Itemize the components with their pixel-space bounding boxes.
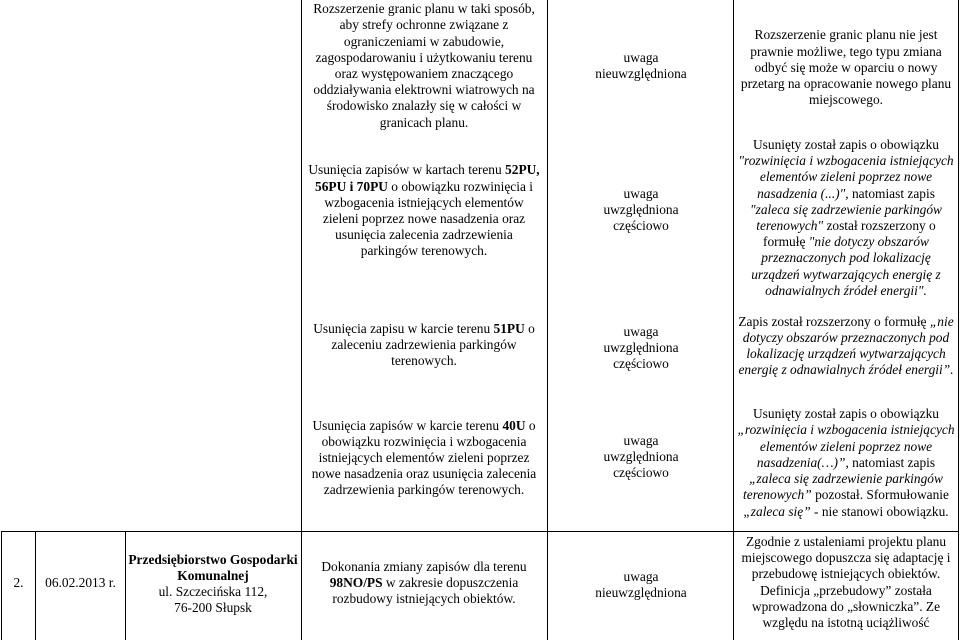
row-divider bbox=[1, 531, 959, 532]
row2-description: Usunięcia zapisów w kartach terenu 52PU, 56PU i 70PU o obowiązku rozwinięcia i wzbogacenia istniejących elementów zieleni poprzez nowe nasadzenia oraz usunięcia zalecenia zadrzewienia parkingów terenowych. bbox=[308, 162, 540, 259]
row5-status: uwaga nieuwzględniona bbox=[595, 568, 687, 600]
row1-justification: Rozszerzenie granic planu nie jest prawnie możliwe, tego typu zmiana odbyć się może w oparciu o nowy przetarg na opracowanie nowego planu miejscowego. bbox=[740, 27, 952, 108]
table-border-right bbox=[958, 0, 959, 640]
row4-description: Usunięcia zapisów w karcie terenu 40U o obowiązku rozwinięcia i wzbogacenia istniejących elementów zieleni poprzez nowe nasadzenia oraz usunięcia zalecenia zadrzewienia parkingów terenowych. bbox=[311, 417, 537, 498]
row4-justification: Usunięty został zapis o obowiązku „rozwinięcia i wzbogacenia istniejących elementów zieleni poprzez nowe nasadzenia(…)”, natomiast zapis „zaleca się zadrzewienie parkingów terenowych” pozostał. Sformułowanie „zaleca się” - nie stanowi obowiązku. bbox=[737, 406, 955, 519]
column-divider-3 bbox=[301, 0, 302, 640]
column-divider-2 bbox=[125, 531, 126, 640]
row5-number: 2. bbox=[13, 574, 24, 590]
row1-description: Rozszerzenie granic planu w taki sposób, aby strefy ochronne związane z ograniczeniami w zabudowie, zagospodarowaniu i użytkowaniu terenu oraz występowaniem znaczącego oddziaływania elektrowni wiatrowych na środowisko znalazły się w całości w granicach planu. bbox=[313, 1, 535, 130]
row2-justification: Usunięty został zapis o obowiązku "rozwinięcia i wzbogacenia istniejących elementów zieleni poprzez nowe nasadzenia (...)", natomiast zapis "zaleca się zadrzewienie parkingów terenowych" został rozszerzony o formułę "nie dotyczy obszarów przeznaczonych pod lokalizację urządzeń wytwarzających energię z odnawialnych źródeł energii". bbox=[738, 136, 954, 298]
row3-justification: Zapis został rozszerzony o formułę „nie dotyczy obszarów przeznaczonych pod lokalizację urządzeń wytwarzających energię z odnawialnych źródeł energii”. bbox=[738, 313, 954, 378]
row2-status: uwaga uwzględniona częściowo bbox=[603, 185, 679, 234]
row5-submitter: Przedsiębiorstwo Gospodarki Komunalnej ul. Szczecińska 112, 76-200 Słupsk bbox=[128, 551, 298, 616]
row3-status: uwaga uwzględniona częściowo bbox=[603, 323, 679, 372]
row5-date: 06.02.2013 r. bbox=[45, 574, 116, 590]
column-divider-4 bbox=[547, 0, 548, 640]
column-divider-5 bbox=[733, 0, 734, 640]
row3-description: Usunięcia zapisu w karcie terenu 51PU o zaleceniu zadrzewienia parkingów terenowych. bbox=[313, 320, 535, 369]
row1-status: uwaga nieuwzględniona bbox=[595, 49, 687, 81]
row4-status: uwaga uwzględniona częściowo bbox=[603, 432, 679, 481]
row5-description: Dokonania zmiany zapisów dla terenu 98NO/PS w zakresie dopuszczenia rozbudowy istniejących obiektów. bbox=[321, 558, 527, 607]
row5-justification: Zgodnie z ustaleniami projektu planu miejscowego dopuszcza się adaptację i przebudowę istniejących obiektów. Definicja „przebudowy” została wprowadzona do „słowniczka”. Ze względu na istotną uciążliwość bbox=[741, 534, 951, 631]
